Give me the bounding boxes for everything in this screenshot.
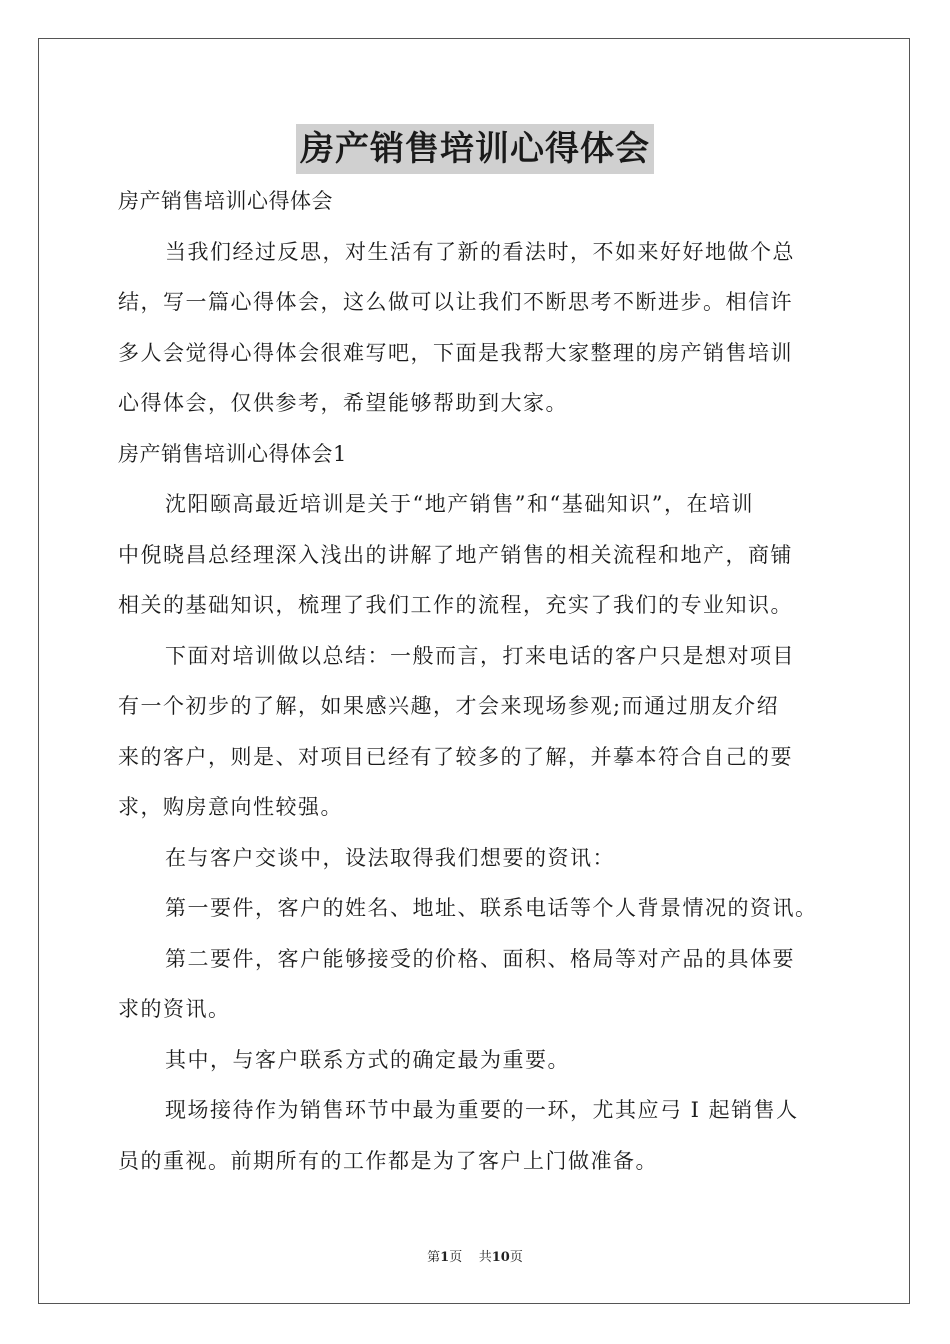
paragraph-line: 心得体会，仅供参考，希望能够帮助到大家。 — [118, 391, 568, 415]
paragraph-line: 员的重视。前期所有的工作都是为了客户上门做准备。 — [118, 1148, 658, 1173]
paragraph-line: 下面对培训做以总结：一般而言，打来电话的客户只是想对项目 — [165, 643, 795, 668]
document-title: 房产销售培训心得体会 — [296, 124, 654, 174]
paragraph-line: 来的客户，则是、对项目已经有了较多的了解，并摹本符合自己的要 — [118, 744, 793, 769]
paragraph-line: 求的资讯。 — [118, 997, 231, 1021]
total-prefix: 共 — [478, 1250, 492, 1265]
total-suffix: 页 — [509, 1250, 523, 1265]
paragraph-line: 结，写一篇心得体会，这么做可以让我们不断思考不断进步。相信许 — [118, 290, 793, 314]
paragraph-line: 其中，与客户联系方式的确定最为重要。 — [165, 1047, 570, 1072]
paragraph-line: 第二要件，客户能够接受的价格、面积、格局等对产品的具体要 — [165, 946, 795, 971]
page-suffix: 页 — [449, 1250, 463, 1265]
page-number: 1 — [440, 1250, 450, 1265]
paragraph-line: 第一要件，客户的姓名、地址、联系电话等个人背景情况的资讯。 — [165, 896, 818, 920]
paragraph-line: 在与客户交谈中，设法取得我们想要的资讯： — [165, 845, 615, 870]
paragraph-line: 现场接待作为销售环节中最为重要的一环，尤其应弓 I 起销售人 — [165, 1098, 799, 1122]
section-heading: 房产销售培训心得体会 — [118, 189, 333, 213]
title-container — [0, 124, 950, 174]
paragraph-line: 中倪晓昌总经理深入浅出的讲解了地产销售的相关流程和地产，商铺 — [118, 542, 793, 567]
paragraph-line: 多人会觉得心得体会很难写吧，下面是我帮大家整理的房产销售培训 — [118, 340, 793, 365]
paragraph-line: 沈阳颐高最近培训是关于“地产销售”和“基础知识”，在培训 — [165, 492, 754, 516]
document-body — [118, 176, 836, 1186]
total-pages: 10 — [491, 1250, 510, 1265]
paragraph-line: 有一个初步的了解，如果感兴趣，才会来现场参观;而通过朋友介绍 — [118, 694, 780, 718]
section-heading: 房产销售培训心得体会1 — [118, 441, 347, 466]
paragraph-line: 求，购房意向性较强。 — [118, 795, 343, 819]
paragraph-line: 当我们经过反思，对生活有了新的看法时，不如来好好地做个总 — [165, 239, 795, 264]
paragraph-line: 相关的基础知识，梳理了我们工作的流程，充实了我们的专业知识。 — [118, 593, 793, 617]
page-footer — [0, 1246, 950, 1265]
page-prefix: 第 — [427, 1250, 441, 1265]
